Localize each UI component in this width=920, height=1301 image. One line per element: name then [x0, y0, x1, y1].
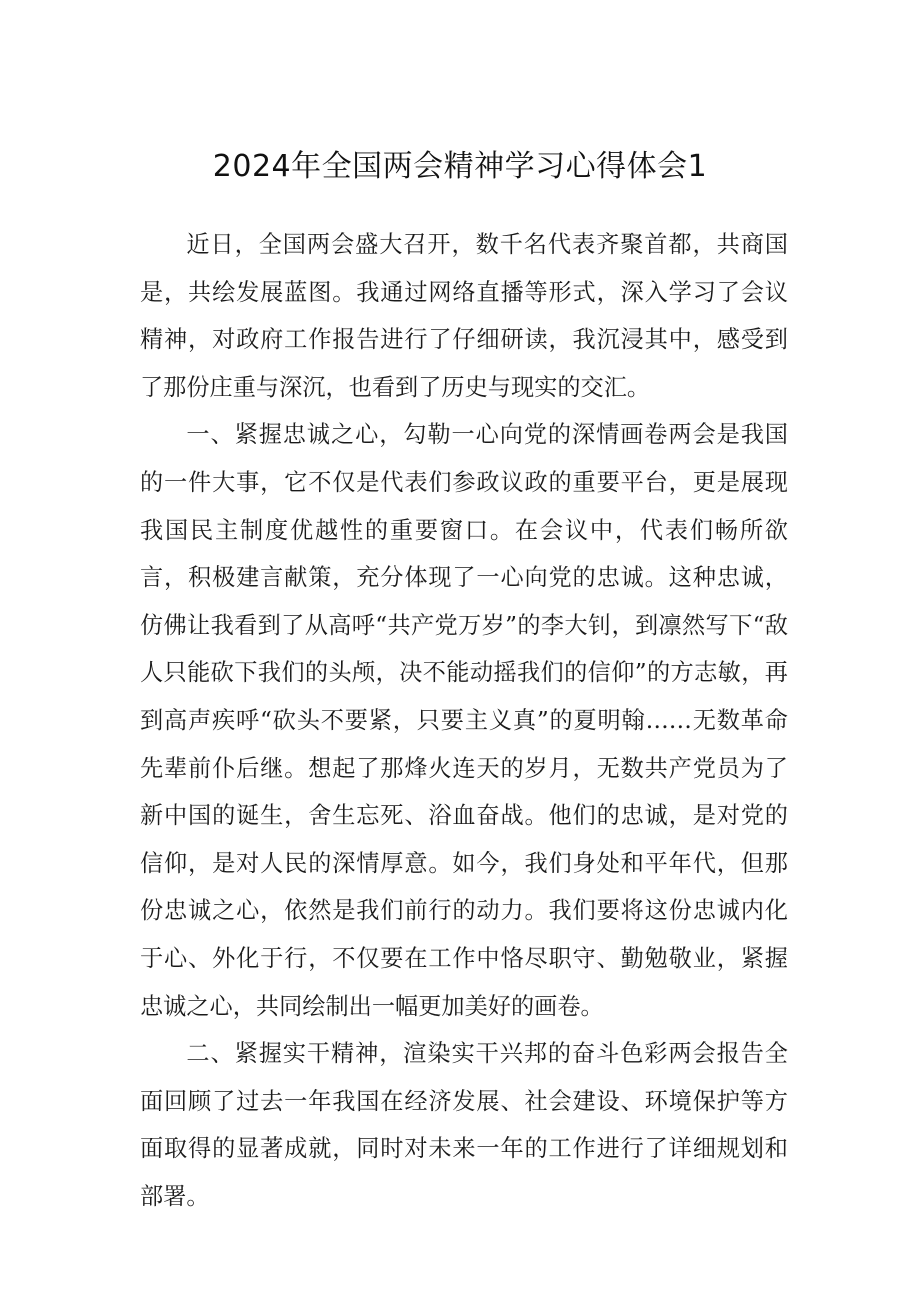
document-title: 2024年全国两会精神学习心得体会1 [212, 149, 708, 184]
paragraph-intro: 近日，全国两会盛大召开，数千名代表齐聚首都，共商国是，共绘发展蓝图。我通过网络直播等形式，深入学习了会议精神，对政府工作报告进行了仔细研读，我沉浸其中，感受到了那份庄重与深沉，也看到了历史与现实的交汇。 [140, 231, 788, 401]
document-body [140, 221, 788, 1220]
paragraph-section-one: 一、紧握忠诚之心，勾勒一心向党的深情画卷两会是我国的一件大事，它不仅是代表们参政议政的重要平台，更是展现我国民主制度优越性的重要窗口。在会议中，代表们畅所欲言，积极建言献策，充分体现了一心向党的忠诚。这种忠诚，仿佛让我看到了从高呼“共产党万岁”的李大钊，到凛然写下“敌人只能砍下我们的头颅，决不能动摇我们的信仰”的方志敏，再到高声疾呼“砍头不要紧，只要主义真”的夏明翰……无数革命先辈前仆后继。想起了那烽火连天的岁月，无数共产党员为了新中国的诞生，舍生忘死、浴血奋战。他们的忠诚，是对党的信仰，是对人民的深情厚意。如今，我们身处和平年代，但那份忠诚之心，依然是我们前行的动力。我们要将这份忠诚内化于心、外化于行，不仅要在工作中恪尽职守、勤勉敬业，紧握忠诚之心，共同绘制出一幅更加美好的画卷。 [140, 421, 788, 1020]
paragraph-section-two: 二、紧握实干精神，渲染实干兴邦的奋斗色彩两会报告全面回顾了过去一年我国在经济发展、社会建设、环境保护等方面取得的显著成就，同时对未来一年的工作进行了详细规划和部署。 [140, 1040, 788, 1210]
